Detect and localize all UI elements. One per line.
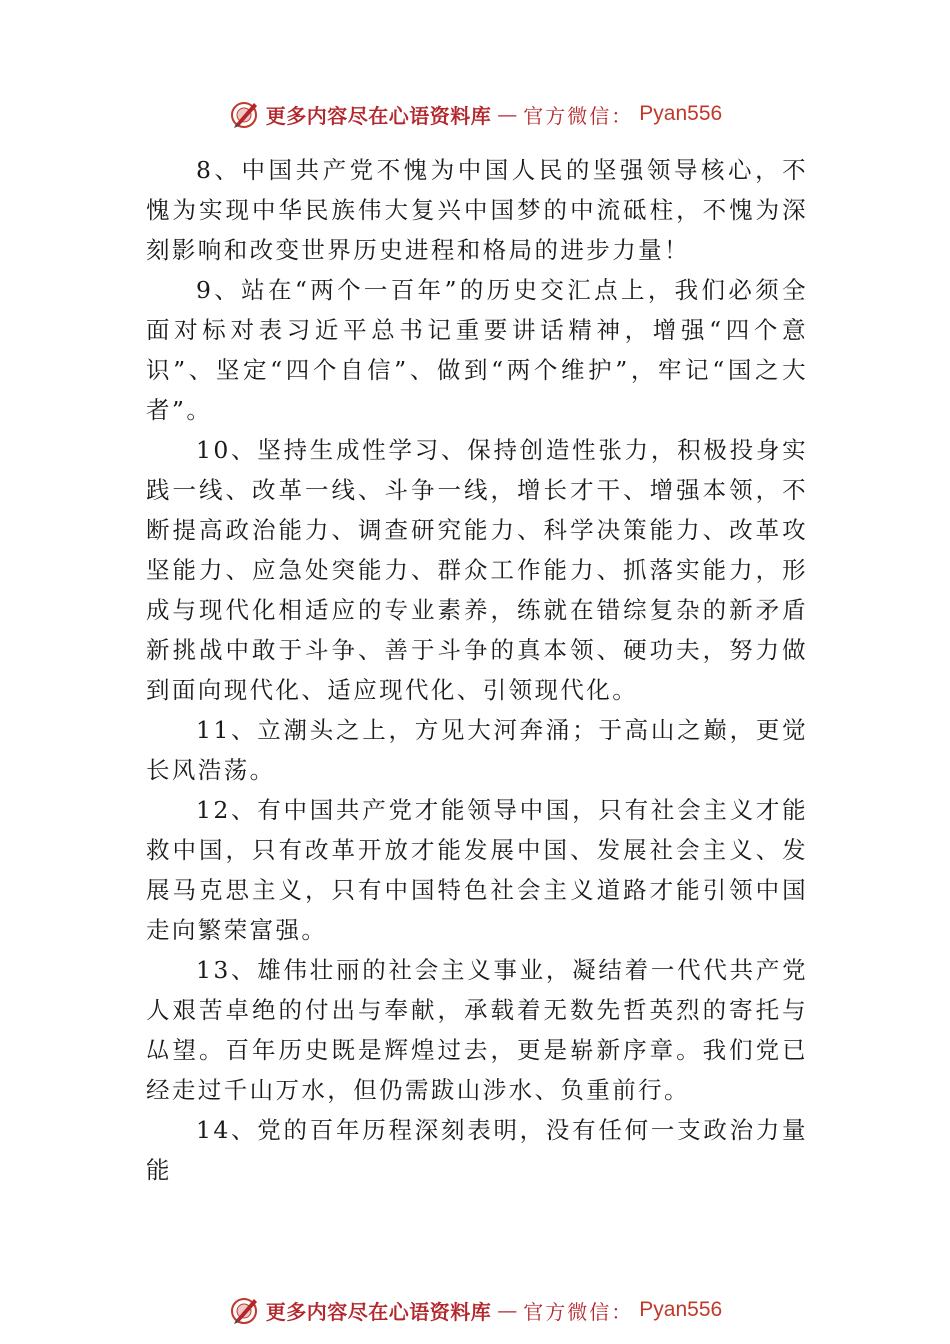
paragraph-11: 11、立潮头之上，方见大河奔涌；于高山之巅，更觉长风浩荡。 — [146, 716, 808, 784]
pen-logo-icon — [228, 1294, 260, 1326]
paragraph-8: 8、中国共产党不愧为中国人民的坚强领导核心，不愧为实现中华民族伟大复兴中国梦的中流砥柱，不愧为深刻影响和改变世界历史进程和格局的进步力量！ — [146, 156, 808, 264]
footer-title: 更多内容尽在心语资料库 — [265, 1299, 492, 1324]
paragraph-12: 12、有中国共产党才能领导中国，只有社会主义才能救中国，只有改革开放才能发展中国、发展社会主义、发展马克思主义，只有中国特色社会主义道路才能引领中国走向繁荣富强。 — [146, 796, 808, 944]
pen-logo-icon — [228, 98, 260, 130]
header-title: 更多内容尽在心语资料库 — [265, 103, 492, 128]
footer-wechat-id: Pyan556 — [639, 1298, 723, 1321]
document-body — [146, 150, 808, 1190]
paragraph-10: 10、坚持生成性学习、保持创造性张力，积极投身实践一线、改革一线、斗争一线，增长才干、增强本领，不断提高政治能力、调查研究能力、科学决策能力、改革攻坚能力、应急处突能力、群众工作能力、抓落实能力，形成与现代化相适应的专业素养，练就在错综复杂的新矛盾新挑战中敢于斗争、善于斗争的真本领、硬功夫，努力做到面向现代化、适应现代化、引领现代化。 — [146, 436, 808, 704]
header-subtitle: 官方微信： — [523, 103, 634, 128]
paragraph-9: 9、站在“两个一百年”的历史交汇点上，我们必须全面对标对表习近平总书记重要讲话精神，增强“四个意识”、坚定“四个自信”、做到“两个维护”，牢记“国之大者”。 — [146, 276, 808, 424]
header-separator: — — [497, 102, 518, 126]
footer-separator: — — [497, 1298, 518, 1322]
footer-banner — [0, 1290, 950, 1330]
header-banner — [0, 94, 950, 134]
footer-subtitle: 官方微信： — [523, 1299, 634, 1324]
paragraph-14: 14、党的百年历程深刻表明，没有任何一支政治力量能 — [146, 1116, 808, 1184]
paragraph-13: 13、雄伟壮丽的社会主义事业，凝结着一代代共产党人艰苦卓绝的付出与奉献，承载着无数先哲英烈的寄托与厸望。百年历史既是辉煌过去，更是崭新序章。我们党已经走过千山万水，但仍需跋山涉水、负重前行。 — [146, 956, 808, 1104]
header-wechat-id: Pyan556 — [639, 102, 723, 125]
